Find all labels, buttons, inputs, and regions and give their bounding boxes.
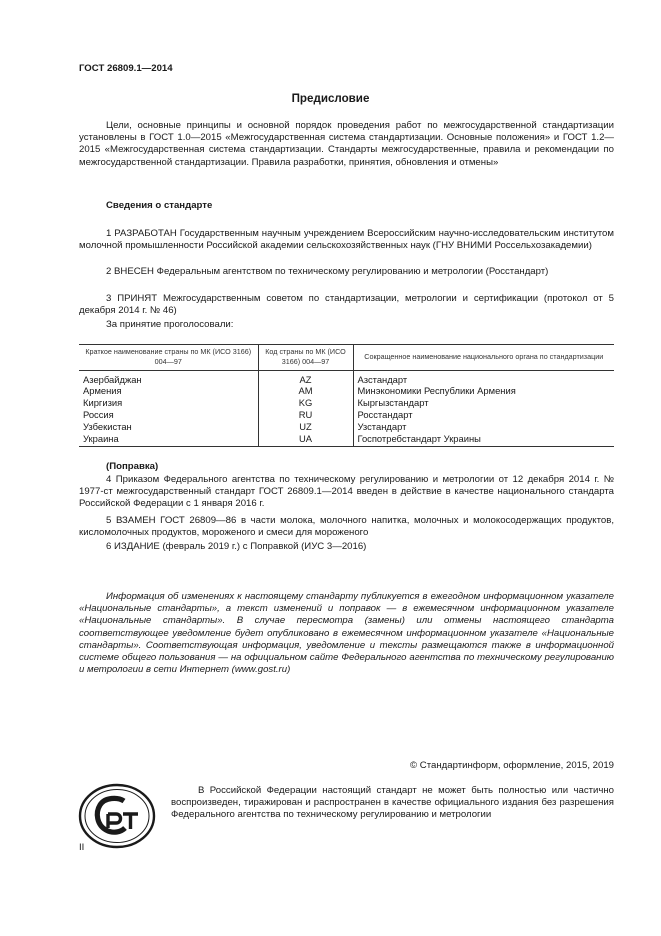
item-enacted: 4 Приказом Федерального агентства по техническому регулированию и метрологии от 12 декабря 2014 г. № 1977-ст межгосударственный стандарт ГОСТ 26809.1—2014 введен в действие в качестве национального стандарта Российской Федерации с 1 января 2016 г. [79,474,614,510]
table-cell-country: Узбекистан [83,420,132,432]
item-replaces: 5 ВЗАМЕН ГОСТ 26809—86 в части молока, молочного напитка, молочных и молокосодержащих продуктов, кисломолочных продуктов, мороженого и смеси для мороженого [79,515,614,539]
changes-info-note: Информация об изменениях к настоящему стандарту публикуется в ежегодном информационном указателе «Национальные стандарты», а текст изменений и поправок — в ежемесячном информационном указателе «Национальные стандарты». В случае пересмотра (замены) или отмены настоящего стандарта соответствующее уведомление будет опубликовано в ежемесячном информационном указателе «Национальные стандарты». Соответствующая информация, уведомление и тексты размещаются также в информационной системе общего пользования — на официальном сайте Федерального агентства по техническому регулированию и метрологии в сети Интернет (www.gost.ru) [79,591,614,676]
table-header-country: Краткое наименование страны по МК (ИСО 3166) 004—97 [79,345,258,371]
table-row [79,370,614,385]
item-adopted: 3 ПРИНЯТ Межгосударственным советом по стандартизации, метрологии и сертификации (протокол от 5 декабря 2014 г. № 46) [79,293,614,317]
table-header-row [79,345,614,371]
table-header-body: Сокращенное наименование национального органа по стандартизации [353,345,614,371]
table-cell-body: Узстандарт [353,421,614,433]
table-cell-body: Госпотребстандарт Украины [353,433,614,447]
copyright-line: © Стандартинформ, оформление, 2015, 2019 [410,760,614,771]
voted-label: За принятие проголосовали: [106,319,234,330]
table-cell-country: Армения [83,385,122,397]
voting-table-container [79,344,614,447]
table-cell-country: Россия [83,408,114,420]
intro-paragraph: Цели, основные принципы и основной порядок проведения работ по межгосударственной стандартизации установлены в ГОСТ 1.0—2015 «Межгосударственная система стандартизации. Основные положения» и ГОСТ 1.2—2015 «Межгосударственная система стандартизации. Стандарты межгосударственные, правила и рекомендации по межгосударственной стандартизации. Правила разработки, принятия, обновления и отмены» [79,120,614,168]
table-row [79,433,614,447]
table-cell-body: Кыргызстандарт [353,397,614,409]
table-cell-body: Минэкономики Республики Армения [353,385,614,397]
standard-code-header: ГОСТ 26809.1—2014 [79,63,173,74]
table-header-code: Код страны по МК (ИСО 3166) 004—97 [258,345,353,371]
table-cell-code: AM [258,385,353,397]
table-cell-country: Киргизия [83,397,123,409]
table-cell-body: Азстандарт [353,370,614,385]
table-cell-code: AZ [258,370,353,385]
page-number: II [79,842,85,853]
table-cell-body: Росстандарт [353,409,614,421]
page-title: Предисловие [291,92,370,105]
amendment-label: (Поправка) [106,461,159,472]
table-row [79,385,614,397]
table-row [79,421,614,433]
info-heading: Сведения о стандарте [106,200,213,211]
item-developed: 1 РАЗРАБОТАН Государственным научным учреждением Всероссийским научно-исследовательским институтом молочной промышленности Российской академии сельскохозяйственных наук (ГНУ ВНИМИ Россельхозакадемии) [79,228,614,252]
table-row [79,409,614,421]
table-cell-code: UA [258,433,353,447]
item-introduced: 2 ВНЕСЕН Федеральным агентством по техническому регулированию и метрологии (Росстандарт) [106,266,549,277]
table-cell-code: UZ [258,421,353,433]
table-row [79,397,614,409]
table-cell-country: Украина [79,433,258,447]
reproduction-notice: В Российской Федерации настоящий стандарт не может быть полностью или частично воспроизведен, тиражирован и распространен в качестве официального издания без разрешения Федерального агентства по техническому регулированию и метрологии [171,785,614,821]
table-cell-code: RU [258,409,353,421]
gost-r-certification-mark-icon [78,783,156,853]
voting-table [79,344,614,447]
item-edition: 6 ИЗДАНИЕ (февраль 2019 г.) с Поправкой (ИУС 3—2016) [106,541,367,552]
table-cell-code: KG [258,397,353,409]
table-cell-country: Азербайджан [83,373,142,385]
